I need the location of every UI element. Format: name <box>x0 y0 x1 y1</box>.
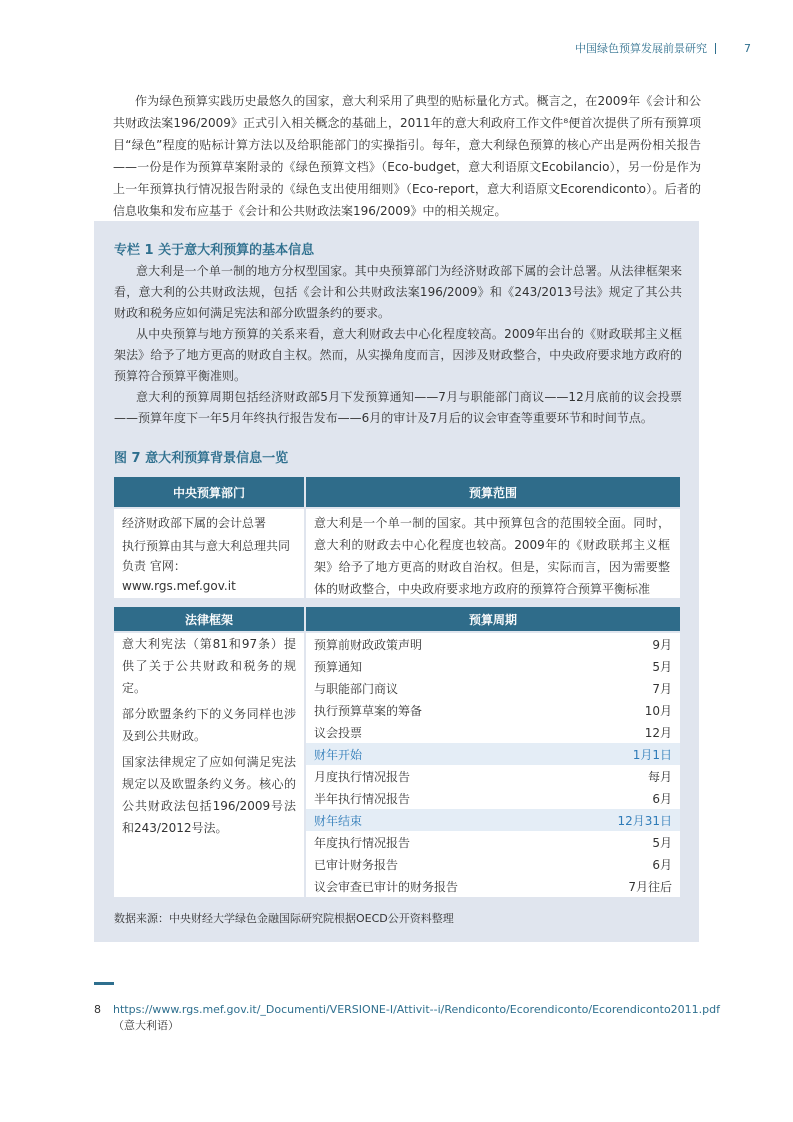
budget-cycle-row <box>306 677 680 699</box>
table-cell-central-budget-dept <box>114 509 304 598</box>
footnote-number: 8 <box>94 1003 101 1016</box>
budget-cycle-item: 年度执行情况报告 <box>314 835 411 850</box>
box-title: 专栏 1 关于意大利预算的基本信息 <box>114 243 315 258</box>
budget-cycle-item: 财年结束 <box>314 813 363 828</box>
budget-cycle-time: 6月 <box>652 857 672 872</box>
budget-cycle-time: 9月 <box>652 637 672 652</box>
budget-cycle-row <box>306 875 680 897</box>
page-number: 7 <box>744 41 751 55</box>
budget-cycle-item: 财年开始 <box>314 747 363 762</box>
box-paragraph: 意大利的预算周期包括经济财政部5月下发预算通知——7月与职能部门商议——12月底前的议会投票——预算年度下一年5月年终执行报告发布——6月的审计及7月后的议会审查等重要环节和时间节点。 <box>114 390 682 425</box>
budget-cycle-row <box>306 655 680 677</box>
budget-cycle-time: 7月往后 <box>628 879 672 894</box>
budget-cycle-time: 12月31日 <box>617 813 672 828</box>
running-header-title: 中国绿色预算发展前景研究 <box>575 42 707 55</box>
box-paragraph: 意大利是一个单一制的地方分权型国家。其中央预算部门为经济财政部下属的会计总署。从法律框架来看，意大利的公共财政法规，包括《会计和公共财政法案196/2009》和《243/2013号法》规定了其公共财政和税务应如何满足宪法和部分欧盟条约的要求。 <box>114 264 682 320</box>
running-header <box>575 40 751 56</box>
budget-cycle-time: 6月 <box>652 791 672 806</box>
box-paragraph: 从中央预算与地方预算的关系来看，意大利财政去中心化程度较高。2009年出台的《财政联邦主义框架法》给予了地方更高的财政自主权。然而，从实操角度而言，因涉及财政整合，中央政府要求地方政府的预算符合预算平衡准则。 <box>114 327 682 383</box>
table-header-central-budget-dept: 中央预算部门 <box>114 477 304 507</box>
figure-title: 图 7 意大利预算背景信息一览 <box>114 451 289 466</box>
budget-cycle-item: 议会审查已审计的财务报告 <box>314 879 459 894</box>
budget-cycle-item: 半年执行情况报告 <box>314 791 411 806</box>
cell-text: 经济财政部下属的会计总署 <box>122 516 267 530</box>
budget-cycle-time: 12月 <box>644 725 672 740</box>
budget-cycle-row <box>306 809 680 831</box>
budget-cycle-row <box>306 765 680 787</box>
budget-cycle-row <box>306 831 680 853</box>
budget-cycle-row <box>306 721 680 743</box>
footnote-note: （意大利语） <box>113 1019 179 1032</box>
budget-cycle-item: 与职能部门商议 <box>314 681 399 696</box>
budget-cycle-time: 10月 <box>644 703 672 718</box>
budget-cycle-item: 月度执行情况报告 <box>314 769 411 784</box>
budget-cycle-time: 5月 <box>652 835 672 850</box>
budget-cycle-item: 议会投票 <box>314 725 363 740</box>
intro-paragraph: 作为绿色预算实践历史最悠久的国家，意大利采用了典型的贴标量化方式。概言之，在2009年《会计和公共财政法案196/2009》正式引入相关概念的基础上，2011年的意大利政府工作文件⁸便首次提供了所有预算项目“绿色”程度的贴标计算方法以及给职能部门的实操指引。每年，意大利绿色预算的核心产出是两份相关报告——一份是作为预算草案附录的《绿色预算文档》（Eco-budget，意大利语原文Ecobilancio），另一份是作为上一年预算执行情况报告附录的《绿色支出使用细则》（Eco-report，意大利语原文Ecorendiconto）。后者的信息收集和发布应基于《会计和公共财政法案196/2009》中的相关规定。 <box>113 94 701 218</box>
footnote-link[interactable]: https://www.rgs.mef.gov.it/_Documenti/VERSIONE-I/Attivit--i/Rendiconto/Ecorendiconto/Ecorendiconto2011.pdf <box>113 1003 720 1016</box>
budget-cycle-time: 7月 <box>652 681 672 696</box>
budget-cycle-row <box>306 699 680 721</box>
budget-cycle-time: 1月1日 <box>632 747 672 762</box>
cell-text: 意大利是一个单一制的国家。其中预算包含的范围较全面。同时，意大利的财政去中心化程度也较高。2009年的《财政联邦主义框架》给予了地方更高的财政自治权。但是，实际而言，因为需要整体的财政整合，中央政府要求地方政府的预算符合预算平衡标准 <box>314 516 670 596</box>
budget-cycle-item: 预算前财政政策声明 <box>314 637 423 652</box>
footnote-divider <box>94 982 114 985</box>
table-header-legal-framework: 法律框架 <box>114 607 304 631</box>
cell-text: 执行预算由其与意大利总理共同负责 官网：www.rgs.mef.gov.it <box>122 539 291 593</box>
footnote <box>94 1002 720 1034</box>
budget-cycle-row <box>306 853 680 875</box>
cell-text: 国家法律规定了应如何满足宪法规定以及欧盟条约义务。核心的公共财政法包括196/2009号法和243/2012号法。 <box>122 755 296 835</box>
table-header-budget-scope: 预算范围 <box>306 477 680 507</box>
budget-cycle-time: 5月 <box>652 659 672 674</box>
budget-cycle-row <box>306 743 680 765</box>
cell-text: 部分欧盟条约下的义务同样也涉及到公共财政。 <box>122 707 296 743</box>
budget-cycle-item: 预算通知 <box>314 659 363 674</box>
budget-cycle-item: 执行预算草案的筹备 <box>314 703 423 718</box>
info-box <box>94 221 699 942</box>
budget-cycle-item: 已审计财务报告 <box>314 857 399 872</box>
table-header-budget-cycle: 预算周期 <box>306 607 680 631</box>
table-cell-budget-scope <box>306 509 680 598</box>
cell-text: 意大利宪法（第81和97条）提供了关于公共财政和税务的规定。 <box>122 637 296 695</box>
data-source: 数据来源：中央财经大学绿色金融国际研究院根据OECD公开资料整理 <box>114 912 454 925</box>
budget-cycle-row <box>306 633 680 655</box>
budget-cycle-row <box>306 787 680 809</box>
header-divider <box>715 43 716 54</box>
table-cell-legal-framework <box>114 633 304 897</box>
budget-cycle-time: 每月 <box>647 769 672 784</box>
